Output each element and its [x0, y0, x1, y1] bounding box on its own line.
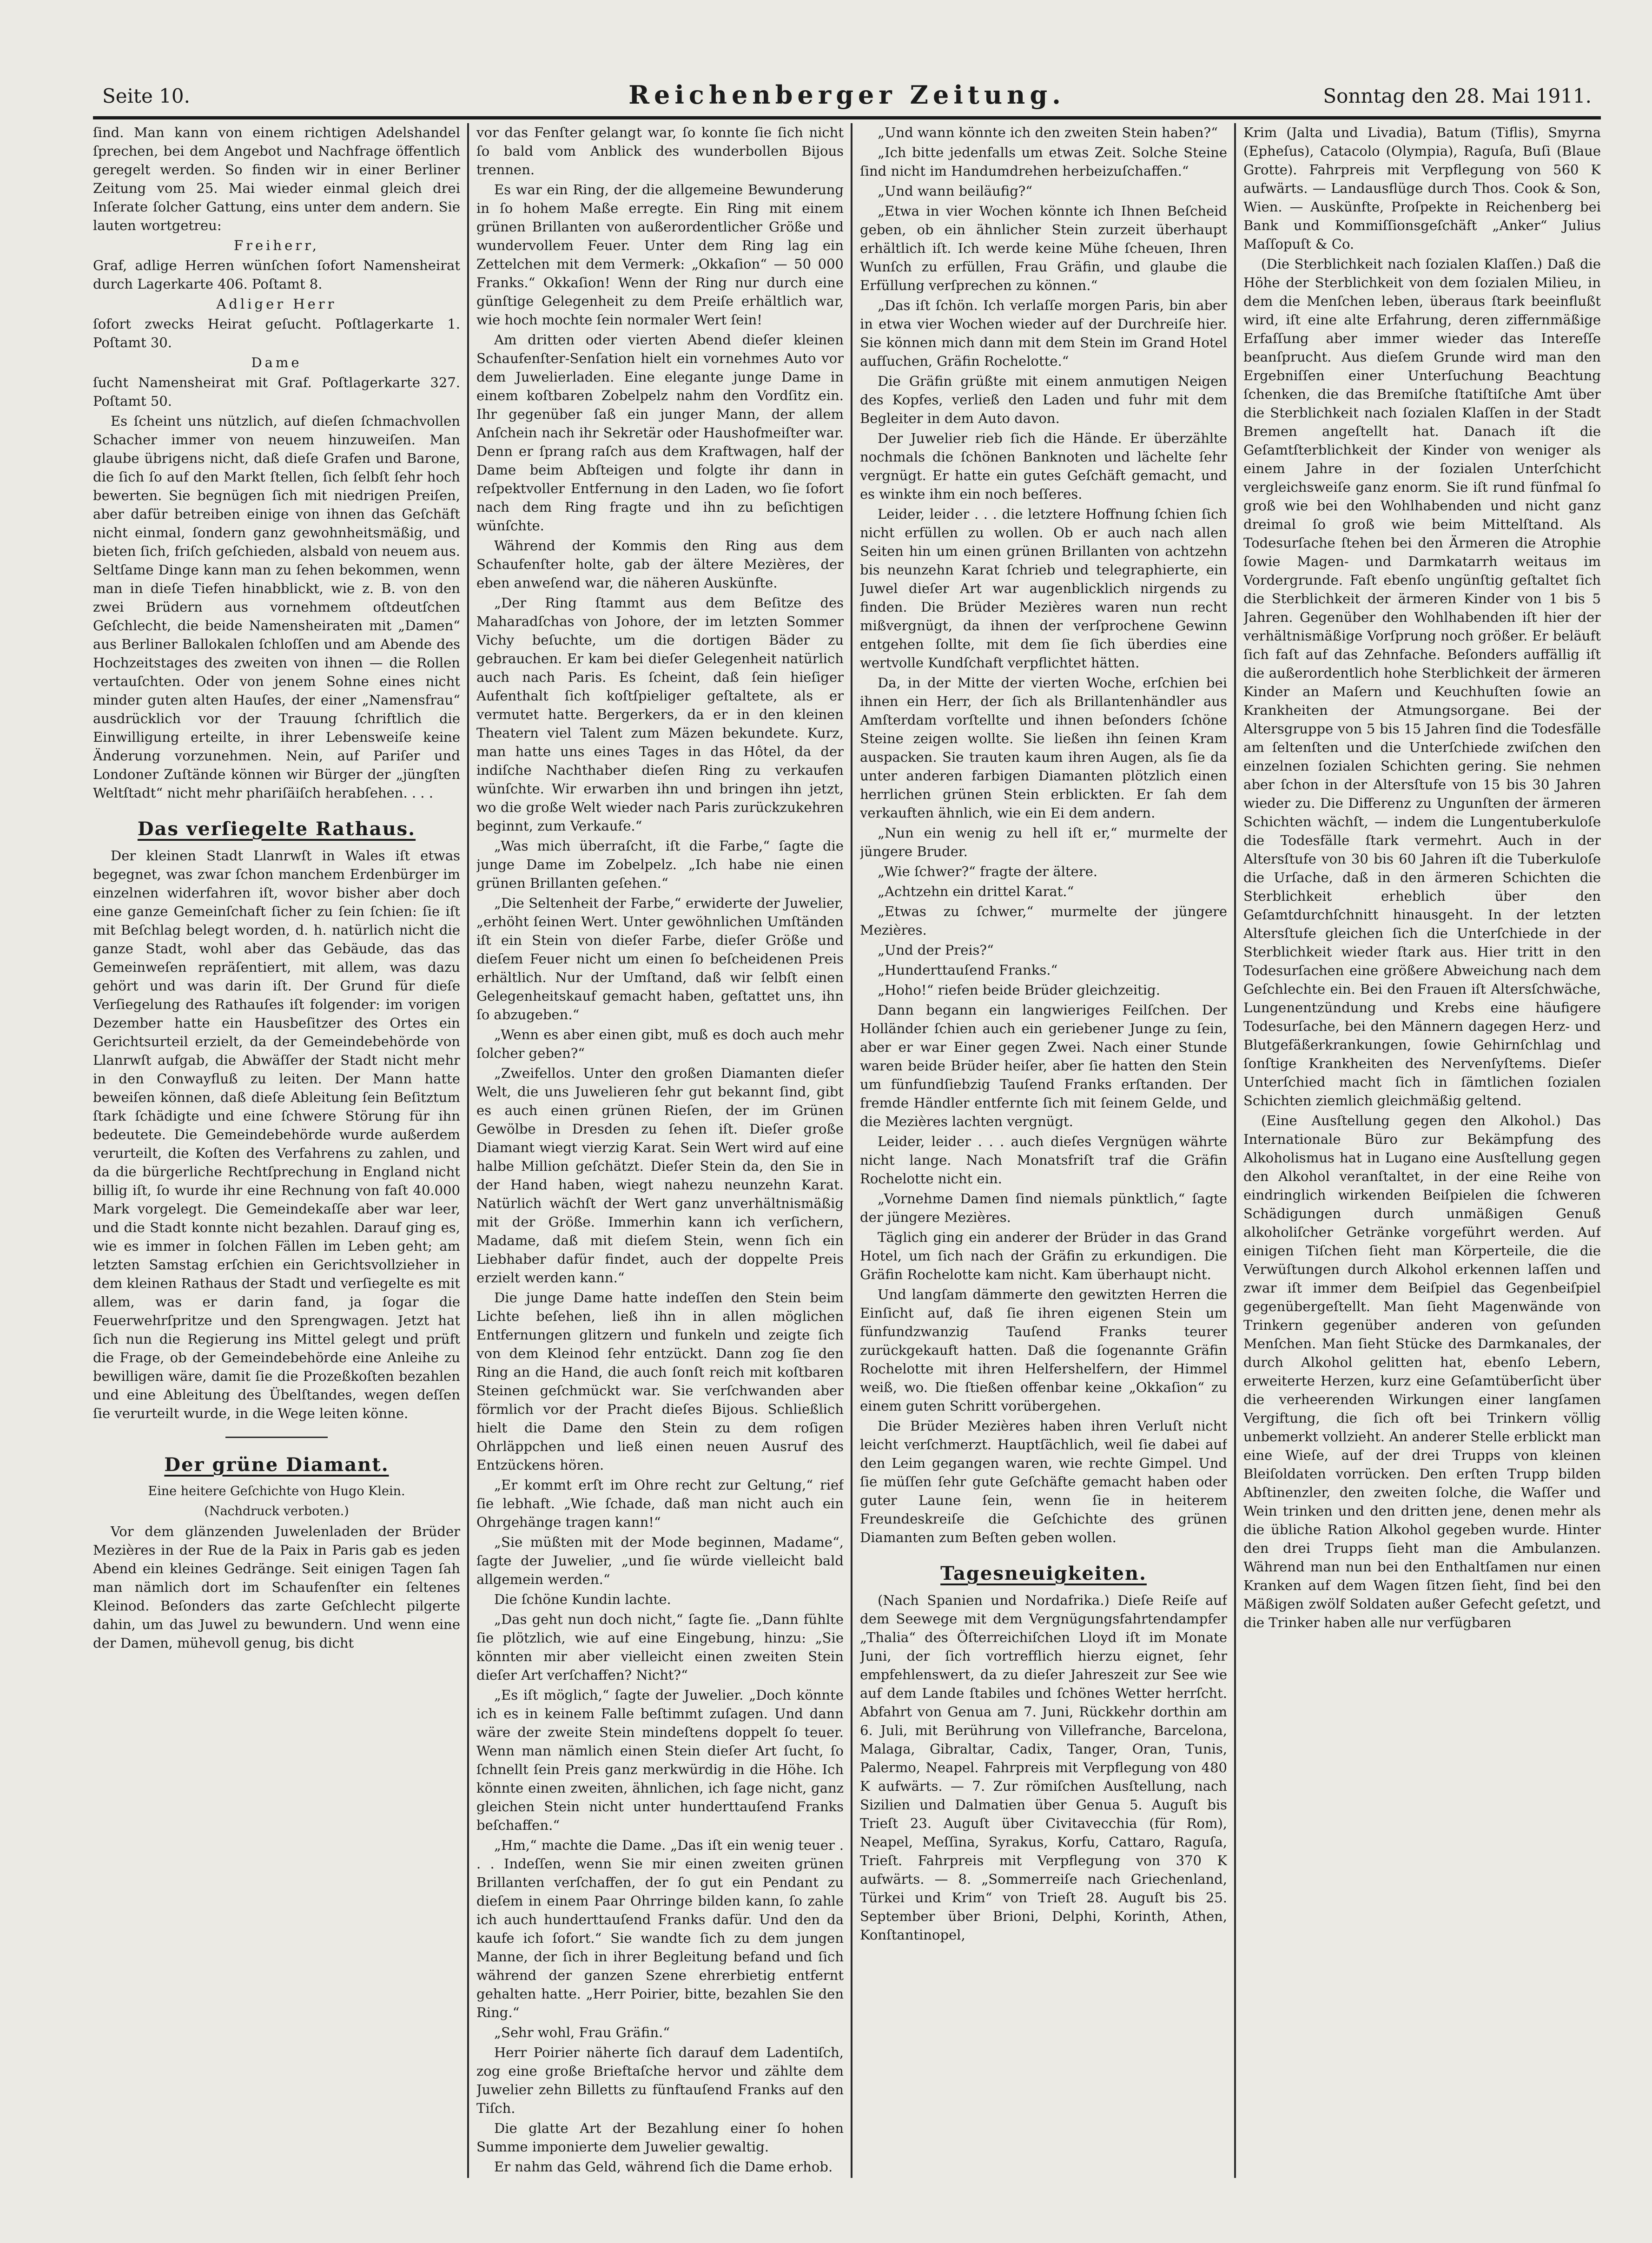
page-number: Seite 10.	[102, 85, 190, 107]
story-paragraph: „Was mich überraſcht, iſt die Farbe,“ ſagte die junge Dame im Zobelpelz. „Ich habe nie einen grünen Brillanten geſehen.“	[476, 838, 844, 891]
story-paragraph: „Hoho!“ riefen beide Brüder gleichzeitig.	[878, 982, 1160, 998]
news-item-paragraph: (Eine Ausſtellung gegen den Alkohol.) Das Internationale Büro zur Bekämpfung des Alkoholismus hat in Lugano eine Ausſtellung gegen den Alkohol veranſtaltet, in der eine Reihe von eindringlich wirkenden Beiſpielen die ſchweren Schädigungen durch unmäßigen Genuß alkoholiſcher Getränke vorgeführt werden. Auf einigen Tiſchen ſieht man Körperteile, die die Verwüſtungen durch Alkohol erkennen laſſen und zwar iſt immer dem Beiſpiel das Gegenbeiſpiel gegenübergeſtellt. Man ſieht Magenwände von Trinkern gegenüber anderen von geſunden Menſchen. Man ſieht Stücke des Darmkanales, der durch Alkohol gelitten hat, ebenſo Lebern, erweiterte Herzen, kurz eine Geſamtüberſicht über die verheerenden Wirkungen einer langſamen Vergiftung, die ſich oft bei Trinkern völlig unbemerkt vollzieht. An anderer Stelle erblickt man eine Wieſe, auf der drei Trupps von kleinen Bleiſoldaten vorrücken. Den erſten Trupp bilden Abſtinenzler, den zweiten ſolche, die Waſſer und Wein trinken und den dritten jene, denen mehr als die übliche Ration Alkohol gegeben wurde. Hinter den drei Trupps ſieht man die Ambulanzen. Während man nun bei den Enthaltſamen nur einen Kranken auf dem Wagen ſitzen ſieht, ſind bei den Mäßigen zwölf Soldaten außer Gefecht geſetzt, und die Trinker haben alle nur verfügbaren	[1243, 1113, 1601, 1630]
classified-ad-heading: Adliger Herr	[216, 296, 337, 312]
story-paragraph: Täglich ging ein anderer der Brüder in das Grand Hotel, um ſich nach der Gräfin zu erkundigen. Die Gräfin Rochelotte kam nicht. Kam überhaupt nicht.	[860, 1229, 1227, 1282]
story-paragraph: „Und wann könnte ich den zweiten Stein haben?“	[878, 125, 1218, 140]
story-paragraph: „Und der Preis?“	[878, 942, 994, 958]
story-paragraph: Die Brüder Mezières haben ihren Verluſt nicht leicht verſchmerzt. Hauptſächlich, weil ſie dabei auf den Leim gegangen waren, wie rechte Gimpel. Und ſie müſſen ſehr gute Geſchäfte gemacht haben oder guter Laune ſein, wenn ſie in heiterem Freundeskreiſe die Geſchichte des grünen Diamanten zum Beſten geben wollen.	[860, 1418, 1227, 1545]
article-headline: Der grüne Diamant.	[164, 1454, 389, 1476]
story-paragraph: „Sehr wohl, Frau Gräfin.“	[494, 2025, 670, 2040]
news-item-paragraph: (Die Sterblichkeit nach ſozialen Klaſſen.) Daß die Höhe der Sterblichkeit von dem ſozialen Milieu, in dem die Menſchen leben, überaus ſtark beeinflußt wird, iſt eine alte Erfahrung, deren ziffernmäßige Erfaſſung aber immer wieder das Intereſſe beanſprucht. Aus dieſem Grunde wird man den Ergebniſſen einer Unterſuchung Beachtung ſchenken, die das Bremiſche ſtatiſtiſche Amt über die Sterblichkeit nach ſozialen Klaſſen in der Stadt Bremen angeſtellt hat. Danach iſt die Geſamtſterblichkeit der Kinder von weniger als einem Jahre in der ſozialen Unterſchicht vergleichsweiſe ganz enorm. Sie iſt rund fünfmal ſo groß wie bei den Wohlhabenden und nicht ganz dreimal ſo groß wie beim Mittelſtand. Als Todesurſache ſtehen bei den Ärmeren die Atrophie ſowie Magen- und Darmkatarrh weitaus im Vordergrunde. Faſt ebenſo ungünſtig geſtaltet ſich die Sterblichkeit der ärmeren Kinder von 1 bis 5 Jahren. Gegenüber den Wohlhabenden iſt hier der verhältnismäßige Vorſprung noch größer. Er beläuft ſich faſt auf das Zehnfache. Beſonders auffällig iſt die außerordentlich hohe Sterblichkeit der ärmeren Kinder an Maſern und Keuchhuſten ſowie an Krankheiten der Atmungsorgane. Bei der Altersgruppe von 5 bis 15 Jahren ſind die Todesfälle am ſeltenſten und die Unterſchiede zwiſchen den einzelnen ſozialen Schichten gering. Sie nehmen aber ſchon in der Altersſtufe von 15 bis 30 Jahren wieder zu. Die Differenz zu Ungunſten der ärmeren Schichten wächſt, — indem die Lungentuberkuloſe die Todesfälle ſtark vermehrt. Auch in der Altersſtufe von 30 bis 60 Jahren iſt die Tuberkuloſe die Urſache, daß in den ärmeren Schichten die Sterblichkeit erheblich über den Geſamtdurchſchnitt hinausgeht. In der letzten Altersſtufe gleichen ſich die Unterſchiede in der Sterblichkeit wieder ſtark aus. Hier tritt in den Todesurſachen eine größere Abweichung nach dem Geſchlechte ein. Bei den Frauen iſt Altersſchwäche, Lungenentzündung und Krebs eine häufigere Todesurſache, bei den Männern dagegen Herz- und Blutgefäßerkrankungen, ſowie Gehirnſchlag und ſonſtige Krankheiten des Nervenſyſtems. Dieſer Unterſchied macht ſich in ſämtlichen ſozialen Schichten ziemlich gleichmäßig geltend.	[1243, 256, 1601, 1108]
column-rule	[851, 123, 852, 2178]
article-byline: Eine heitere Geſchichte von Hugo Klein.	[148, 1484, 405, 1498]
story-paragraph: Es war ein Ring, der die allgemeine Bewunderung in ſo hohem Maße erregte. Ein Ring mit einem grünen Brillanten von außerordentlicher Größe und wundervollem Feuer. Unter dem Ring lag ein Zettelchen mit dem Vermerk: „Okkaſion“ — 50 000 Franks.“ Okkaſion! Wenn der Ring nur durch eine günſtige Gelegenheit zu dem Preiſe erhältlich war, wie hoch mochte ſein normaler Wert ſein!	[476, 182, 844, 328]
story-paragraph: vor das Fenſter gelangt war, ſo konnte ſie ſich nicht ſo bald vom Anblick des wunderbollen Bijous trennen.	[476, 125, 844, 178]
masthead	[93, 74, 1601, 119]
story-paragraph: „Das geht nun doch nicht,“ ſagte ſie. „Dann fühlte ſie plötzlich, wie auf eine Eingebung, hinzu: „Sie könnten mir aber vielleicht einen zweiten Stein dieſer Art verſchaffen? Nicht?“	[476, 1611, 844, 1683]
story-paragraph: „Etwas zu ſchwer,“ murmelte der jüngere Mezières.	[860, 904, 1227, 938]
classified-ad-text: ſofort zwecks Heirat geſucht. Poſtlagerkarte 1. Poſtamt 30.	[93, 316, 460, 350]
story-paragraph: „Das iſt ſchön. Ich verlaſſe morgen Paris, bin aber in etwa vier Wochen wieder auf der Durchreiſe hier. Sie können mich dann mit dem Stein im Grand Hotel aufſuchen, Gräfin Rochelotte.“	[860, 297, 1227, 369]
story-paragraph: Leider, leider . . . die letztere Hoffnung ſchien ſich nicht erfüllen zu wollen. Ob er auch nach allen Seiten hin um einen grünen Brillanten von achtzehn bis neunzehn Karat ſchrieb und telegraphierte, ein Juwel dieſer Art war augenblicklich nirgends zu finden. Die Brüder Mezières waren nun recht mißvergnügt, da ihnen der verſprochene Gewinn entgehen ſollte, mit dem ſie ſich überdies eine wertvolle Kundſchaft verpflichtet hätten.	[860, 506, 1227, 671]
classified-ad-heading: Freiherr,	[233, 237, 320, 253]
column-rule	[1234, 123, 1236, 2178]
article-paragraph: Der kleinen Stadt Llanrwſt in Wales iſt etwas begegnet, was zwar ſchon manchem Erdenbürger im einzelnen widerfahren iſt, wovor bisher aber doch eine ganze Gemeinſchaft ſicher zu ſein ſchien: ſie iſt mit Beſchlag belegt worden, d. h. natürlich nicht die ganze Stadt, wohl aber das Gebäude, das das Gemeinweſen repräſentiert, mit allem, was dazu gehört und was darin iſt. Der Grund für dieſe Verſiegelung des Rathauſes iſt folgender: im vorigen Dezember hatte ein Hausbeſitzer des Ortes ein Gerichtsurteil erzielt, da der Gemeindebehörde von Llanrwſt aufgab, die Abwäſſer der Stadt nicht mehr in den Conwayfluß zu leiten. Der Mann hatte beweiſen können, daß dieſe Ableitung ſein Beſitztum ſtark ſchädigte und eine ſchwere Störung für ihn bedeutete. Die Gemeindebehörde wurde außerdem verurteilt, die Koſten des Verfahrens zu zahlen, und da die bürgerliche Rechtſprechung in England nicht billig iſt, ſo wurde ihr eine Rechnung von faſt 40.000 Mark vorgelegt. Die Gemeindekaſſe aber war leer, und die Stadt konnte nicht bezahlen. Darauf ging es, wie es immer in ſolchen Fällen im Leben geht; am letzten Samstag erſchien ein Gerichtsvollzieher in dem kleinen Rathaus der Stadt und verſiegelte es mit allem, was er darin fand, ja ſogar die Feuerwehrſpritze und den Sprengwagen. Jetzt hat ſich nun die Regierung ins Mittel gelegt und prüft die Frage, ob der Gemeindebehörde eine Anleihe zu bewilligen wäre, damit ſie die Prozeßkoſten bezahlen und eine Ableitung des Übelſtandes, wegen deſſen ſie verurteilt wurde, in die Wege leiten könne.	[93, 848, 460, 1421]
news-item-paragraph: (Nach Spanien und Nordafrika.) Dieſe Reiſe auf dem Seewege mit dem Vergnügungsfahrtendampfer „Thalia“ des Öſterreichiſchen Lloyd iſt im Monate Juni, der ſich vortrefflich hierzu eignet, ſehr empfehlenswert, da zu dieſer Jahreszeit zur See wie auf dem Lande ſtabiles und ſchönes Wetter herrſcht. Abfahrt von Genua am 7. Juni, Rückkehr dorthin am 6. Juli, mit Berührung von Villefranche, Barcelona, Malaga, Gibraltar, Cadix, Tanger, Oran, Tunis, Palermo, Neapel. Fahrpreis mit Verpflegung von 480 K aufwärts. — 7. Zur römiſchen Ausſtellung, nach Sizilien und Dalmatien über Genua 5. Auguſt bis Trieſt 23. Auguſt über Civitavecchia (für Rom), Neapel, Meſſina, Syrakus, Korfu, Cattaro, Raguſa, Trieſt. Fahrpreis mit Verpflegung von 370 K aufwärts. — 8. „Sommerreiſe nach Griechenland, Türkei und Krim“ von Trieſt 28. Auguſt bis 25. September über Brioni, Delphi, Korinth, Athen, Konſtantinopel,	[860, 1592, 1227, 1943]
newspaper-title: Reichenberger Zeitung.	[628, 80, 1065, 110]
section-headline: Tagesneuigkeiten.	[940, 1563, 1147, 1584]
story-paragraph: Die Gräfin grüßte mit einem anmutigen Neigen des Kopfes, verließ den Laden und fuhr mit dem Begleiter in dem Auto davon.	[860, 373, 1227, 426]
article-paragraph: Vor dem glänzenden Juwelenladen der Brüder Mezières in der Rue de la Paix in Paris gab es jeden Abend ein kleines Gedränge. Seit einigen Tagen ſah man nämlich dort im Schaufenſter ein ſeltenes Kleinod. Beſonders das zarte Geſchlecht pilgerte dahin, um das Juwel zu bewundern. Und wenn eine der Damen, mühevoll genug, bis dicht	[93, 1524, 460, 1651]
article-paragraph: ſind. Man kann von einem richtigen Adelshandel ſprechen, bei dem Angebot und Nachfrage öffentlich geregelt werden. So finden wir in einer Berliner Zeitung vom 25. Mai wieder einmal gleich drei Inſerate ſolcher Gattung, eins unter dem andern. Sie lauten wortgetreu:	[93, 125, 460, 233]
column-rule	[467, 123, 469, 2178]
story-paragraph: Und langſam dämmerte den gewitzten Herren die Einſicht auf, daß ſie ihren eigenen Stein um fünfundzwanzig Tauſend Franks teurer zurückgekauft hatten. Daß die ſogenannte Gräfin Rochelotte mit ihren Helfershelfern, der Himmel weiß, wo. Die ſtießen offenbar keine „Okkaſion“ zu einem guten Schritt vorübergehen.	[860, 1286, 1227, 1414]
story-paragraph: „Er kommt erſt im Ohre recht zur Geltung,“ rief ſie lebhaft. „Wie ſchade, daß man nicht auch ein Ohrgehänge tragen kann!“	[476, 1477, 844, 1530]
reprint-notice: (Nachdruck verboten.)	[204, 1504, 349, 1518]
section-divider	[225, 1437, 328, 1438]
issue-date: Sonntag den 28. Mai 1911.	[1323, 85, 1592, 107]
article-paragraph: Es ſcheint uns nützlich, auf dieſen ſchmachvollen Schacher immer von neuem hinzuweiſen. Man glaube übrigens nicht, daß dieſe Grafen und Barone, die ſich ſo auf den Markt ſtellen, ſich ſelbſt ſehr hoch bewerten. Sie begnügen ſich mit niedrigen Preiſen, aber dafür betreiben einige von ihnen das Geſchäft nicht einmal, ſondern ganz gewohnheitsmäßig, und bieten ſich, friſch geſchieden, alsbald von neuem aus. Seltſame Dinge kann man zu ſehen bekommen, wenn man in dieſe Tiefen hinabblickt, wie z. B. von den zwei Brüdern aus vornehmem oſtdeutſchen Geſchlecht, die beide Namensheiraten mit „Damen“ aus Berliner Ballokalen ſchloſſen und am Abende des Hochzeitstages des zweiten von ihnen — die Rollen vertauſchten. Oder von jenem Sohne eines nicht minder guten alten Hauſes, der einer „Namensfrau“ ausdrücklich vor der Trauung ſchriftlich die Einwilligung erteilte, in ihrer Lebensweiſe keine Änderung vorzunehmen. Nein, auf Pariſer und Londoner Zuſtände können wir Bürger der „jüngſten Weltſtadt“ nicht mehr phariſäiſch herabſehen. . . .	[93, 413, 460, 801]
column-1	[93, 123, 460, 2178]
story-paragraph: „Ich bitte jedenfalls um etwas Zeit. Solche Steine ſind nicht im Handumdrehen herbeizuſchaffen.“	[860, 145, 1227, 179]
story-paragraph: „Hm,“ machte die Dame. „Das iſt ein wenig teuer . . . Indeſſen, wenn Sie mir einen zweiten grünen Brillanten verſchaffen, der ſo gut ein Pendant zu dieſem in einem Paar Ohrringe bilden kann, ſo zahle ich auch hunderttauſend Franks dafür. Und den da kaufe ich ſofort.“ Sie wandte ſich zu dem jungen Manne, der ſich in ihrer Begleitung befand und ſich während der ganzen Szene ehrerbietig entfernt gehalten hatte. „Herr Poirier, bitte, bezahlen Sie den Ring.“	[476, 1837, 844, 2020]
story-paragraph: „Hunderttauſend Franks.“	[878, 962, 1058, 978]
story-paragraph: Er nahm das Geld, während ſich die Dame erhob.	[494, 2159, 833, 2175]
story-paragraph: Herr Poirier näherte ſich darauf dem Ladentiſch, zog eine große Brieftaſche hervor und zählte dem Juwelier zehn Billetts zu fünftauſend Franks auf den Tiſch.	[476, 2045, 844, 2116]
story-paragraph: Leider, leider . . . auch dieſes Vergnügen währte nicht lange. Nach Monatsfriſt traf die Gräfin Rochelotte nicht ein.	[860, 1134, 1227, 1187]
story-paragraph: Die ſchöne Kundin lachte.	[494, 1591, 671, 1607]
story-paragraph: „Wenn es aber einen gibt, muß es doch auch mehr ſolcher geben?“	[476, 1027, 844, 1061]
story-paragraph: „Zweifellos. Unter den großen Diamanten dieſer Welt, die uns Juwelieren ſehr gut bekannt ſind, gibt es auch einen grünen Rieſen, der im Grünen Gewölbe in Dresden zu ſehen iſt. Dieſer große Diamant wiegt vierzig Karat. Sein Wert wird auf eine halbe Million geſchätzt. Dieſer Stein da, den Sie in der Hand haben, wiegt nahezu neunzehn Karat. Natürlich wächſt der Wert ganz unverhältnismäßig mit der Größe. Immerhin kann ich verſichern, Madame, daß mit dieſem Stein, wenn ſich ein Liebhaber dafür findet, auch der doppelte Preis erzielt werden kann.“	[476, 1065, 844, 1286]
story-paragraph: „Die Seltenheit der Farbe,“ erwiderte der Juwelier, „erhöht ſeinen Wert. Unter gewöhnlichen Umſtänden iſt ein Stein von dieſer Farbe, dieſer Größe und dieſem Feuer nicht um einen ſo beſcheidenen Preis erhältlich. Nur der Umſtand, daß wir ſelbſt einen Gelegenheitskauf gemacht haben, geſtattet uns, ihn ſo abzugeben.“	[476, 895, 844, 1023]
story-paragraph: „Es iſt möglich,“ ſagte der Juwelier. „Doch könnte ich es in keinem Falle beſtimmt zuſagen. Und dann wäre der zweite Stein mindeſtens doppelt ſo teuer. Wenn man nämlich einen Stein dieſer Art ſucht, ſo ſchnellt ſein Preis ganz merkwürdig in die Höhe. Ich könnte einen zweiten, ähnlichen, ich ſage nicht, ganz gleichen Stein nicht unter hunderttauſend Franks beſchaffen.“	[476, 1687, 844, 1833]
article-headline: Das verſiegelte Rathaus.	[137, 818, 416, 840]
story-paragraph: Die junge Dame hatte indeſſen den Stein beim Lichte beſehen, ließ ihn in allen möglichen Entfernungen glitzern und funkeln und zeigte ſich von dem Kleinod ſehr entzückt. Dann zog ſie den Ring an die Hand, die auch ſonſt reich mit koſtbaren Steinen geſchmückt war. Sie verſchwanden aber förmlich vor der Pracht dieſes Bijous. Schließlich hielt die Dame den Stein zu dem roſigen Ohrläppchen und ließ einen neuen Ausruf des Entzückens hören.	[476, 1290, 844, 1473]
story-paragraph: Dann begann ein langwieriges Feilſchen. Der Holländer ſchien auch ein geriebener Junge zu ſein, aber er war Einer gegen Zwei. Nach einer Stunde waren beide Brüder heiſer, aber ſie hatten den Stein um fünfundſiebzig Tauſend Franks erſtanden. Der fremde Händler entfernte ſich mit ſeinem Gelde, und die Mezières lachten vergnügt.	[860, 1002, 1227, 1129]
story-paragraph: „Etwa in vier Wochen könnte ich Ihnen Beſcheid geben, ob ein ähnlicher Stein zurzeit überhaupt erhältlich iſt. Ich werde keine Mühe ſcheuen, Ihren Wunſch zu erfüllen, Frau Gräfin, und glaube die Erfüllung verſprechen zu können.“	[860, 203, 1227, 293]
column-3	[860, 123, 1227, 2178]
story-paragraph: „Wie ſchwer?“ fragte der ältere.	[878, 864, 1097, 879]
story-paragraph: „Sie müßten mit der Mode beginnen, Madame“, ſagte der Juwelier, „und ſie würde vielleicht bald allgemein werden.“	[476, 1534, 844, 1587]
story-paragraph: „Der Ring ſtammt aus dem Beſitze des Maharadſchas von Johore, der im letzten Sommer Vichy beſuchte, um die dortigen Bäder zu gebrauchen. Er kam bei dieſer Gelegenheit natürlich auch nach Paris. Es ſcheint, daß ſein hieſiger Aufenthalt ſich koſtſpieliger geſtaltete, als er vermutet hatte. Bergerkers, da er in den kleinen Theatern viel Talent zum Mäzen bekundete. Kurz, man hatte uns eines Tages in das Hôtel, da der indiſche Nachthaber dieſen Ring zu verkaufen wünſchte. Wir erwarben ihn und bringen ihn jetzt, wo die große Welt wieder nach Paris zurückzukehren beginnt, zum Verkaufe.“	[476, 595, 844, 834]
story-paragraph: Am dritten oder vierten Abend dieſer kleinen Schaufenſter-Senſation hielt ein vornehmes Auto vor dem Juwelierladen. Eine elegante junge Dame in einem koſtbaren Zobelpelz nahm den Vordſitz ein. Ihr gegenüber ſaß ein junger Mann, der allem Anſchein nach ihr Sekretär oder Haushofmeiſter war. Denn er ſprang raſch aus dem Kraftwagen, half der Dame beim Abſteigen und folgte ihr dann in reſpektvoller Entfernung in den Laden, wo ſie ſofort nach dem Ring fragte und ihn zu beſichtigen wünſchte.	[476, 332, 844, 534]
story-paragraph: Die glatte Art der Bezahlung einer ſo hohen Summe imponierte dem Juwelier gewaltig.	[476, 2120, 844, 2155]
story-paragraph: Da, in der Mitte der vierten Woche, erſchien bei ihnen ein Herr, der ſich als Brillantenhändler aus Amſterdam vorſtellte und ihnen beſonders ſchöne Steine zeigen wollte. Sie ließen ihn ſeinen Kram auspacken. Sie trauten kaum ihren Augen, als ſie da unter anderen farbigen Diamanten plötzlich einen herrlichen grünen Stein erblickten. Er ſah dem verkauften ähnlich, wie ein Ei dem andern.	[860, 675, 1227, 821]
story-paragraph: „Nun ein wenig zu hell iſt er,“ murmelte der jüngere Bruder.	[860, 825, 1227, 859]
story-paragraph: „Und wann beiläufig?“	[878, 183, 1033, 199]
story-paragraph: „Vornehme Damen ſind niemals pünktlich,“ ſagte der jüngere Mezières.	[860, 1191, 1227, 1225]
text-columns	[93, 123, 1601, 2178]
column-2	[476, 123, 844, 2178]
story-paragraph: Der Juwelier rieb ſich die Hände. Er überzählte nochmals die ſchönen Banknoten und lächelte ſehr vergnügt. Er hatte ein gutes Geſchäft gemacht, und es winkte ihm ein noch beſſeres.	[860, 430, 1227, 502]
classified-ad-text: Graf, adlige Herren wünſchen ſofort Namensheirat durch Lagerkarte 406. Poſtamt 8.	[93, 257, 460, 292]
story-paragraph: Während der Kommis den Ring aus dem Schaufenſter holte, gab der ältere Mezières, der eben anweſend war, die näheren Auskünfte.	[476, 538, 844, 591]
classified-ad-heading: Dame	[251, 355, 302, 370]
story-paragraph: „Achtzehn ein drittel Karat.“	[878, 884, 1074, 899]
column-4	[1243, 123, 1601, 2178]
news-item-paragraph: Krim (Jalta und Livadia), Batum (Tiflis), Smyrna (Epheſus), Catacolo (Olympia), Raguſa, Buſi (Blaue Grotte). Fahrpreis mit Verpflegung von 560 K aufwärts. — Landausflüge durch Thos. Cook & Son, Wien. — Auskünfte, Proſpekte in Reichenberg bei Bank und Kommiſſionsgeſchäft „Anker“ Julius Maſſopuſt & Co.	[1243, 125, 1601, 252]
classified-ad-text: ſucht Namensheirat mit Graf. Poſtlagerkarte 327. Poſtamt 50.	[93, 375, 460, 409]
